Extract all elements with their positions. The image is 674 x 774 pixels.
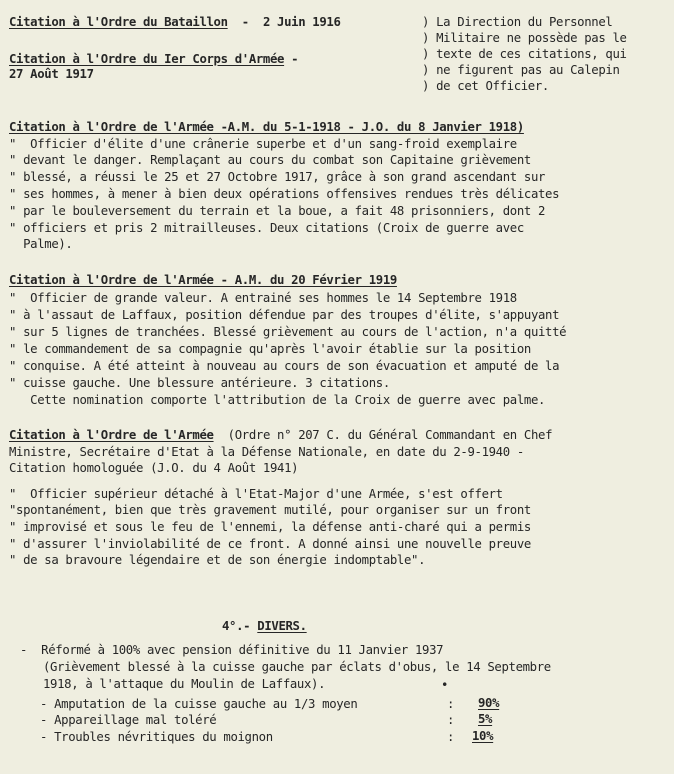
citation3-line: " improvisé et sous le feu de l'ennemi, la défense anti-charé qui a permis: [9, 520, 531, 534]
citation-bataillon-sep: -: [241, 15, 249, 29]
divers-dot: •: [441, 678, 449, 692]
divers-item-value: 5%: [478, 712, 493, 726]
citation3-heading-row: [9, 428, 552, 444]
header-note-line: ) de cet Officier.: [422, 79, 549, 93]
divers-detail: 1918, à l'attaque du Moulin de Laffaux).: [43, 677, 326, 691]
citation3-line: " Officier supérieur détaché à l'Etat-Major d'une Armée, s'est offert: [9, 487, 503, 501]
citation1-heading: Citation à l'Ordre de l'Armée -A.M. du 5-1-1918 - J.O. du 8 Janvier 1918): [9, 120, 524, 134]
citation3-sub: Ministre, Secrétaire d'Etat à la Défense Nationale, en date du 2-9-1940 -: [9, 445, 524, 459]
citation2-line: Cette nomination comporte l'attribution de la Croix de guerre avec palme.: [9, 393, 546, 407]
citation1-line: " ses hommes, à mener à bien deux opérations offensives rendues très délicates: [9, 187, 560, 201]
citation1-line: Palme).: [9, 237, 73, 251]
divers-item-label: - Amputation de la cuisse gauche au 1/3 moyen: [40, 697, 358, 711]
divers-item-sep: :: [447, 713, 455, 727]
citation3-heading-rest: (Ordre n° 207 C. du Général Commandant en Chef: [227, 428, 553, 442]
divers-item-value: 90%: [478, 696, 500, 710]
citation-corps-sep: -: [291, 52, 299, 66]
divers-item-value: 10%: [472, 729, 494, 743]
citation-bataillon: [9, 15, 341, 31]
citation2-heading: Citation à l'Ordre de l'Armée - A.M. du 20 Février 1919: [9, 273, 397, 287]
citation-corps-date: 27 Août 1917: [9, 67, 94, 81]
citation1-line: " devant le danger. Remplaçant au cours du combat son Capitaine grièvement: [9, 153, 531, 167]
header-note-line: ) ne figurent pas au Calepin: [422, 63, 620, 77]
divers-heading: DIVERS.: [257, 619, 307, 633]
citation-corps: [9, 52, 298, 68]
header-note-line: ) Militaire ne possède pas le: [422, 31, 627, 45]
divers-item-sep: :: [447, 730, 455, 744]
citation3-line: " d'assurer l'inviolabilité de ce front. A donné ainsi une nouvelle preuve: [9, 537, 531, 551]
divers-item-label: - Appareillage mal toléré: [40, 713, 217, 727]
citation2-line: " conquise. A été atteint à nouveau au cours de son évacuation et amputé de la: [9, 359, 560, 373]
citation-bataillon-date: 2 Juin 1916: [262, 15, 341, 29]
citation1-line: " Officier d'élite d'une crânerie superbe et d'un sang-froid exemplaire: [9, 137, 517, 151]
divers-detail: (Grièvement blessé à la cuisse gauche par éclats d'obus, le 14 Septembre: [43, 660, 551, 674]
divers-item-label: - Troubles névritiques du moignon: [40, 730, 273, 744]
citation2-line: " sur 5 lignes de tranchées. Blessé grièvement au cours de l'action, n'a quitté: [9, 325, 567, 339]
divers-heading-prefix: 4°.-: [222, 619, 251, 633]
citation1-line: " officiers et pris 2 mitrailleuses. Deux citations (Croix de guerre avec: [9, 221, 524, 235]
citation2-line: " Officier de grande valeur. A entrainé ses hommes le 14 Septembre 1918: [9, 291, 517, 305]
citation-corps-title: Citation à l'Ordre du Ier Corps d'Armée: [9, 52, 285, 66]
citation3-line: "spontanément, bien que très gravement mutilé, pour organiser sur un front: [9, 503, 531, 517]
citation3-heading: Citation à l'Ordre de l'Armée: [9, 428, 214, 442]
citation2-line: " à l'assaut de Laffaux, position défendue par des troupes d'élite, s'appuyant: [9, 308, 560, 322]
citation1-line: " blessé, a réussi le 25 et 27 Octobre 1917, grâce à son grand ascendant sur: [9, 170, 546, 184]
citation-bataillon-title: Citation à l'Ordre du Bataillon: [9, 15, 228, 29]
divers-item-sep: :: [447, 697, 455, 711]
header-note-line: ) texte de ces citations, qui: [422, 47, 627, 61]
divers-heading-row: [222, 619, 307, 635]
divers-main: - Réformé à 100% avec pension définitive du 11 Janvier 1937: [20, 643, 444, 657]
citation3-sub: Citation homologuée (J.O. du 4 Août 1941): [9, 461, 299, 475]
header-note-line: ) La Direction du Personnel: [422, 15, 613, 29]
citation2-line: " cuisse gauche. Une blessure antérieure. 3 citations.: [9, 376, 390, 390]
citation1-line: " par le bouleversement du terrain et la boue, a fait 48 prisonniers, dont 2: [9, 204, 546, 218]
citation3-line: " de sa bravoure légendaire et de son énergie indomptable".: [9, 553, 426, 567]
citation2-line: " le commandement de sa compagnie qu'après l'avoir établie sur la position: [9, 342, 531, 356]
